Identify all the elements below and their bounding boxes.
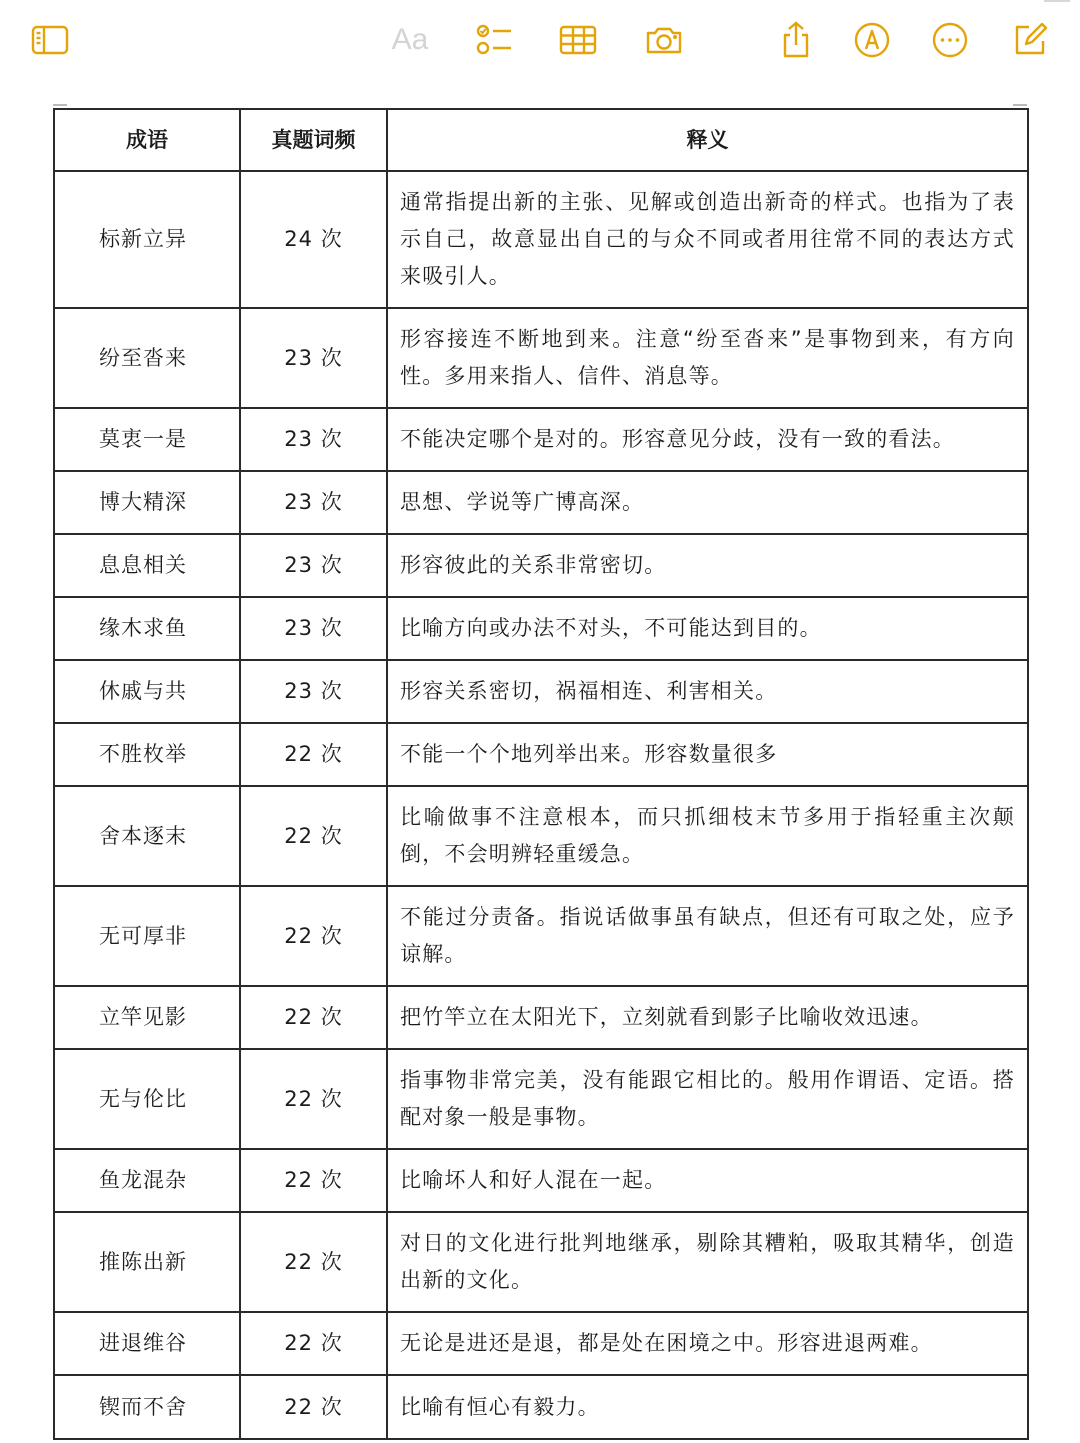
format-text-button: [388, 18, 432, 62]
frequency-cell[interactable]: 23 次: [240, 660, 387, 723]
table-row: [54, 1049, 1028, 1149]
more-icon: [930, 20, 970, 60]
definition-cell[interactable]: 无论是进还是退，都是处在困境之中。形容进退两难。: [387, 1312, 1028, 1375]
table-row: [54, 1375, 1028, 1439]
definition-cell[interactable]: 不能一个个地列举出来。形容数量很多: [387, 723, 1028, 786]
table-row: [54, 408, 1028, 471]
checklist-button[interactable]: [472, 18, 516, 62]
table-row: [54, 1149, 1028, 1212]
compose-button[interactable]: [1008, 18, 1052, 62]
definition-cell[interactable]: 形容接连不断地到来。注意“纷至沓来”是事物到来，有方向性。多用来指人、信件、消息等。: [387, 308, 1028, 408]
compose-icon: [1010, 20, 1050, 60]
definition-cell[interactable]: 对日的文化进行批判地继承，剔除其糟粕，吸取其精华，创造出新的文化。: [387, 1212, 1028, 1312]
idiom-cell[interactable]: 锲而不舍: [54, 1375, 240, 1439]
table-row: [54, 1312, 1028, 1375]
idiom-cell[interactable]: 休戚与共: [54, 660, 240, 723]
table-button[interactable]: [556, 18, 600, 62]
format-text-icon: Aa: [391, 23, 429, 56]
markup-pen-icon: [852, 20, 892, 60]
idiom-cell[interactable]: 推陈出新: [54, 1212, 240, 1312]
idiom-cell[interactable]: 纷至沓来: [54, 308, 240, 408]
table-row: [54, 1212, 1028, 1312]
definition-cell[interactable]: 思想、学说等广博高深。: [387, 471, 1028, 534]
definition-cell[interactable]: 指事物非常完美，没有能跟它相比的。般用作谓语、定语。搭配对象一般是事物。: [387, 1049, 1028, 1149]
header-frequency[interactable]: 真题词频: [240, 109, 387, 171]
definition-cell[interactable]: 比喻方向或办法不对头，不可能达到目的。: [387, 597, 1028, 660]
frequency-cell[interactable]: 23 次: [240, 408, 387, 471]
table-row: [54, 886, 1028, 986]
frequency-cell[interactable]: 22 次: [240, 1049, 387, 1149]
frequency-cell[interactable]: 22 次: [240, 986, 387, 1049]
idiom-cell[interactable]: 鱼龙混杂: [54, 1149, 240, 1212]
table-row: [54, 986, 1028, 1049]
idiom-cell[interactable]: 博大精深: [54, 471, 240, 534]
share-icon: [776, 20, 816, 60]
idiom-cell[interactable]: 莫衷一是: [54, 408, 240, 471]
markup-button[interactable]: [850, 18, 894, 62]
frequency-cell[interactable]: 22 次: [240, 1212, 387, 1312]
definition-cell[interactable]: 形容彼此的关系非常密切。: [387, 534, 1028, 597]
definition-cell[interactable]: 把竹竿立在太阳光下，立刻就看到影子比喻收效迅速。: [387, 986, 1028, 1049]
idiom-table[interactable]: [53, 108, 1029, 1440]
checklist-icon: [474, 20, 514, 60]
idiom-cell[interactable]: 缘木求鱼: [54, 597, 240, 660]
table-row: [54, 171, 1028, 308]
frequency-cell[interactable]: 22 次: [240, 1312, 387, 1375]
table-edge-tick-left: [53, 104, 67, 106]
table-row: [54, 786, 1028, 886]
more-button[interactable]: [928, 18, 972, 62]
frequency-cell[interactable]: 22 次: [240, 886, 387, 986]
notes-toolbar: [0, 0, 1080, 80]
definition-cell[interactable]: 形容关系密切，祸福相连、利害相关。: [387, 660, 1028, 723]
definition-cell[interactable]: 比喻做事不注意根本，而只抓细枝末节多用于指轻重主次颠倒，不会明辨轻重缓急。: [387, 786, 1028, 886]
idiom-cell[interactable]: 无可厚非: [54, 886, 240, 986]
table-icon: [558, 20, 598, 60]
definition-cell[interactable]: 不能决定哪个是对的。形容意见分歧，没有一致的看法。: [387, 408, 1028, 471]
idiom-cell[interactable]: 舍本逐末: [54, 786, 240, 886]
table-row: [54, 723, 1028, 786]
frequency-cell[interactable]: 22 次: [240, 1375, 387, 1439]
share-button[interactable]: [774, 18, 818, 62]
camera-button[interactable]: [642, 18, 686, 62]
note-body[interactable]: [53, 108, 1027, 1440]
table-row: [54, 597, 1028, 660]
idiom-cell[interactable]: 标新立异: [54, 171, 240, 308]
sidebar-icon: [30, 20, 70, 60]
table-header-row: [54, 109, 1028, 171]
table-row: [54, 471, 1028, 534]
definition-cell[interactable]: 通常指提出新的主张、见解或创造出新奇的样式。也指为了表示自己，故意显出自己的与众不同或者用往常不同的表达方式来吸引人。: [387, 171, 1028, 308]
frequency-cell[interactable]: 23 次: [240, 597, 387, 660]
frequency-cell[interactable]: 23 次: [240, 308, 387, 408]
table-row: [54, 660, 1028, 723]
definition-cell[interactable]: 不能过分责备。指说话做事虽有缺点，但还有可取之处，应予谅解。: [387, 886, 1028, 986]
window-edge-mark: [1044, 0, 1070, 6]
camera-icon: [644, 20, 684, 60]
idiom-cell[interactable]: 息息相关: [54, 534, 240, 597]
table-row: [54, 534, 1028, 597]
frequency-cell[interactable]: 22 次: [240, 723, 387, 786]
idiom-cell[interactable]: 不胜枚举: [54, 723, 240, 786]
frequency-cell[interactable]: 23 次: [240, 534, 387, 597]
header-idiom[interactable]: 成语: [54, 109, 240, 171]
idiom-cell[interactable]: 立竿见影: [54, 986, 240, 1049]
definition-cell[interactable]: 比喻坏人和好人混在一起。: [387, 1149, 1028, 1212]
idiom-cell[interactable]: 进退维谷: [54, 1312, 240, 1375]
sidebar-toggle-button[interactable]: [28, 18, 72, 62]
header-definition[interactable]: 释义: [387, 109, 1028, 171]
frequency-cell[interactable]: 24 次: [240, 171, 387, 308]
definition-cell[interactable]: 比喻有恒心有毅力。: [387, 1375, 1028, 1439]
table-edge-tick-right: [1013, 104, 1027, 106]
idiom-cell[interactable]: 无与伦比: [54, 1049, 240, 1149]
frequency-cell[interactable]: 23 次: [240, 471, 387, 534]
table-row: [54, 308, 1028, 408]
frequency-cell[interactable]: 22 次: [240, 786, 387, 886]
frequency-cell[interactable]: 22 次: [240, 1149, 387, 1212]
